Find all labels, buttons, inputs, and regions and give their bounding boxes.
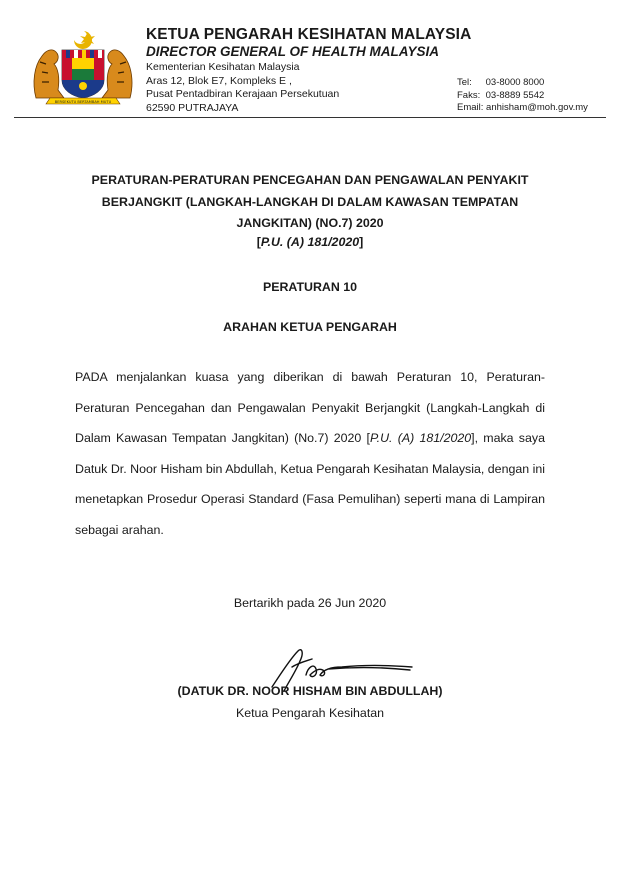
- address-line: Kementerian Kesihatan Malaysia: [146, 61, 300, 73]
- section-heading: ARAHAN KETUA PENGARAH: [223, 320, 397, 334]
- tel-label: Tel:: [457, 77, 472, 88]
- fax-value: 03-8889 5542: [485, 89, 545, 101]
- body-reference: P.U. (A) 181/2020: [369, 431, 472, 446]
- contact-email: [457, 102, 588, 115]
- regulation-number: PERATURAN 10: [262, 280, 358, 294]
- header-divider: [14, 117, 606, 118]
- contact-tel: [457, 77, 588, 90]
- title-line: PERATURAN-PERATURAN PENCEGAHAN DAN PENGAWALAN PENYAKIT: [91, 173, 529, 187]
- signer-name: (DATUK DR. NOOR HISHAM BIN ABDULLAH): [177, 684, 443, 698]
- signer-role: Ketua Pengarah Kesihatan: [235, 706, 385, 720]
- body-paragraph: [75, 362, 545, 546]
- email-value: anhisham@moh.gov.my: [486, 102, 588, 113]
- tel-value: 03-8000 8000: [485, 77, 545, 88]
- title-line: BERJANGKIT (LANGKAH-LANGKAH DI DALAM KAWASAN TEMPATAN: [101, 194, 519, 209]
- contact-fax: [457, 90, 588, 103]
- pu-ref-text: P.U. (A) 181/2020: [260, 235, 360, 249]
- body-text-part2: ], maka saya Datuk Dr. Noor Hisham bin Abdullah, Ketua Pengarah Kesihatan Malaysia, dengan ini menetapkan Prosedur Operasi Standard (Fasa Pemulihan) seperti mana di Lampiran sebagai arahan.: [75, 431, 545, 537]
- email-label: Email:: [457, 102, 484, 113]
- address-line: 62590 PUTRAJAYA: [146, 101, 239, 114]
- header-address: [146, 61, 339, 115]
- title-line: JANGKITAN) (NO.7) 2020: [236, 216, 384, 231]
- pu-reference: [60, 235, 560, 249]
- document-title: [60, 170, 560, 235]
- coat-of-arms-logo: [28, 28, 138, 108]
- address-line: Pusat Pentadbiran Kerajaan Persekutuan: [146, 88, 340, 101]
- header-title-malay: KETUA PENGARAH KESIHATAN MALAYSIA: [146, 26, 472, 43]
- svg-text:BERSEKUTU BERTAMBAH MUTU: BERSEKUTU BERTAMBAH MUTU: [54, 100, 112, 104]
- address-line: Aras 12, Blok E7, Kompleks E ,: [146, 74, 292, 87]
- body-text-part1: PADA menjalankan kuasa yang diberikan di bawah Peraturan 10, Peraturan-Peraturan Pencegahan dan Pengawalan Penyakit Berjangkit (Langkah-Langkah di Dalam Kawasan Tempatan Jangkitan) (No.7) 2020 [: [75, 370, 545, 446]
- header-contact: [457, 77, 588, 115]
- fax-label: Faks:: [457, 89, 481, 101]
- pu-close-bracket: ]: [359, 235, 364, 249]
- pu-open-bracket: [: [256, 235, 261, 249]
- date-line: Bertarikh pada 26 Jun 2020: [233, 596, 387, 610]
- header-title-english: DIRECTOR GENERAL OF HEALTH MALAYSIA: [146, 44, 440, 59]
